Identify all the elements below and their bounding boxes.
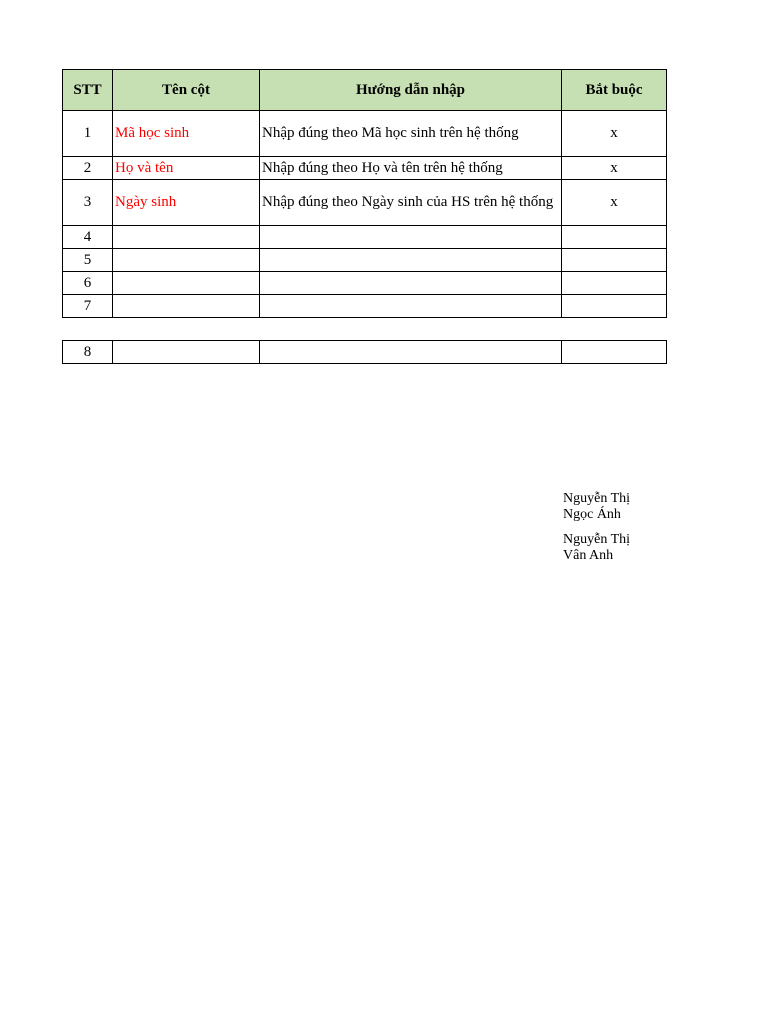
table-row bbox=[63, 157, 667, 180]
column-guide-table bbox=[62, 69, 667, 318]
header-required: Bắt buộc bbox=[562, 70, 667, 111]
row-input-guide[interactable] bbox=[260, 272, 562, 295]
row-stt[interactable]: 3 bbox=[63, 180, 113, 226]
table-row bbox=[63, 249, 667, 272]
row-column-name[interactable]: Họ và tên bbox=[113, 157, 260, 180]
row-input-guide[interactable] bbox=[260, 295, 562, 318]
table-row bbox=[63, 295, 667, 318]
row-column-name[interactable] bbox=[113, 272, 260, 295]
row-input-guide[interactable]: Nhập đúng theo Mã học sinh trên hệ thống bbox=[260, 111, 562, 157]
row-required-mark[interactable] bbox=[562, 272, 667, 295]
row-required-mark[interactable]: x bbox=[562, 180, 667, 226]
row-input-guide[interactable] bbox=[260, 226, 562, 249]
row-input-guide[interactable] bbox=[260, 249, 562, 272]
table-row bbox=[63, 341, 667, 364]
table-row bbox=[63, 272, 667, 295]
row-required-mark[interactable]: x bbox=[562, 111, 667, 157]
header-input-guide: Hướng dẫn nhập bbox=[260, 70, 562, 111]
row-column-name[interactable] bbox=[113, 249, 260, 272]
table-row bbox=[63, 226, 667, 249]
row-stt[interactable]: 2 bbox=[63, 157, 113, 180]
row-column-name[interactable]: Ngày sinh bbox=[113, 180, 260, 226]
row-stt[interactable]: 8 bbox=[63, 341, 113, 364]
header-column-name: Tên cột bbox=[113, 70, 260, 111]
row-required-mark[interactable] bbox=[562, 295, 667, 318]
row-required-mark[interactable]: x bbox=[562, 157, 667, 180]
row-input-guide[interactable]: Nhập đúng theo Ngày sinh của HS trên hệ thống bbox=[260, 180, 562, 226]
row-required-mark[interactable] bbox=[562, 341, 667, 364]
row-stt[interactable]: 1 bbox=[63, 111, 113, 157]
row-column-name[interactable] bbox=[113, 226, 260, 249]
row-input-guide[interactable] bbox=[260, 341, 562, 364]
row-stt[interactable]: 5 bbox=[63, 249, 113, 272]
author-name: Nguyễn Thị Vân Anh bbox=[563, 532, 631, 563]
row-required-mark[interactable] bbox=[562, 226, 667, 249]
row-stt[interactable]: 4 bbox=[63, 226, 113, 249]
row-stt[interactable]: 7 bbox=[63, 295, 113, 318]
row-input-guide[interactable]: Nhập đúng theo Họ và tên trên hệ thống bbox=[260, 157, 562, 180]
row-stt[interactable]: 6 bbox=[63, 272, 113, 295]
extra-row-table bbox=[62, 340, 667, 364]
table-row bbox=[63, 180, 667, 226]
row-column-name[interactable] bbox=[113, 295, 260, 318]
table-header-row bbox=[63, 70, 667, 111]
author-name: Nguyễn Thị Ngọc Ánh bbox=[563, 491, 631, 522]
row-column-name[interactable] bbox=[113, 341, 260, 364]
row-required-mark[interactable] bbox=[562, 249, 667, 272]
table-row bbox=[63, 111, 667, 157]
author-names bbox=[563, 491, 643, 573]
row-column-name[interactable]: Mã học sinh bbox=[113, 111, 260, 157]
header-stt: STT bbox=[63, 70, 113, 111]
